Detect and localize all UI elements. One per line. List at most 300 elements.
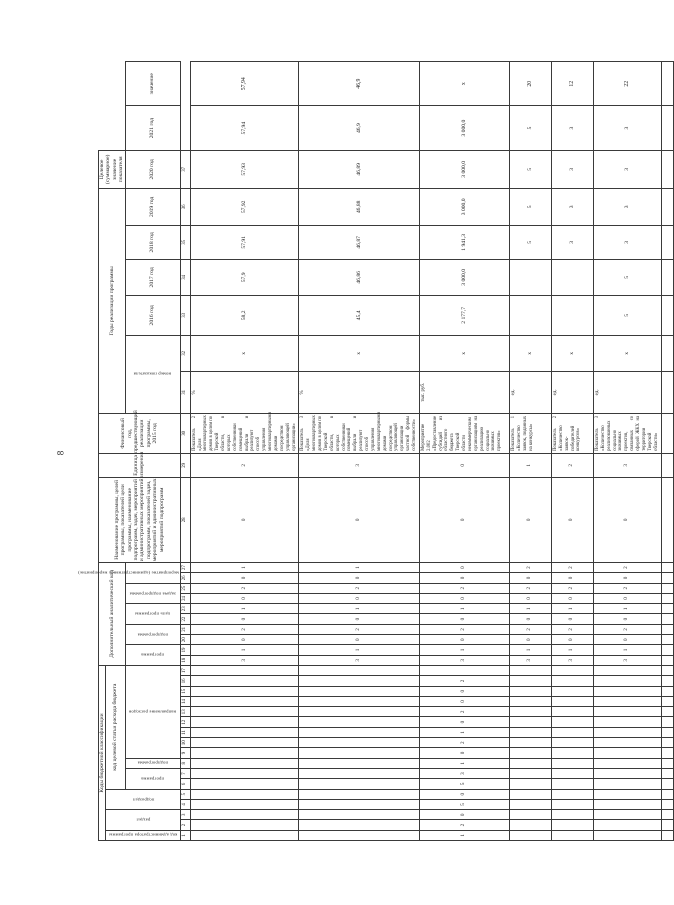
budget-code-digit [593, 748, 661, 758]
column-number-cell: 20 [180, 635, 190, 645]
budget-code-digit [299, 696, 420, 706]
year-value-2018: 3 [593, 225, 661, 259]
additional-code-digit: 0 [551, 593, 593, 603]
unit-cell: ед. [509, 371, 551, 413]
budget-code-digit [661, 707, 673, 717]
additional-code-digit: 0 [299, 635, 420, 645]
additional-code-digit: 0 [509, 477, 551, 562]
admin-code-header: код администратора программы [106, 830, 180, 840]
budget-code-digit [299, 789, 420, 799]
budget-code-digit: 0 [419, 696, 509, 706]
budget-code-digit [551, 779, 593, 789]
year-value-2021: 3 [551, 106, 593, 150]
year-value-2017: 46,86 [299, 259, 420, 295]
additional-code-digit: 1 [419, 645, 509, 655]
budget-code-digit: 3 [419, 768, 509, 778]
column-number-cell: 32 [180, 335, 190, 371]
column-number-cell: 34 [180, 259, 190, 295]
budget-code-digit [190, 779, 299, 789]
extra-goal-header: цель программы [125, 604, 180, 625]
additional-code-digit: 0 [509, 593, 551, 603]
budget-code-digit [190, 727, 299, 737]
budget-code-digit [299, 779, 420, 789]
additional-code-digit: 0 [419, 573, 509, 583]
column-number-cell: 8 [180, 758, 190, 768]
additional-code-digit: 3 [419, 655, 509, 665]
budget-code-digit [190, 799, 299, 809]
budget-code-digit [509, 820, 551, 830]
additional-code-digit: 1 [299, 604, 420, 614]
unit-cell: ед. [551, 371, 593, 413]
year-value-2021: 46,9 [299, 106, 420, 150]
budget-code-digit [299, 707, 420, 717]
unit-cell: ед. [593, 371, 661, 413]
final-value: 20 [509, 62, 551, 106]
additional-code-digit: 0 [299, 573, 420, 583]
additional-code-digit [661, 645, 673, 655]
additional-code-digit: 0 [299, 477, 420, 562]
budget-code-digit [299, 768, 420, 778]
column-number-cell: 22 [180, 614, 190, 624]
budget-code-digit: 1 [419, 758, 509, 768]
budget-code-digit [551, 676, 593, 686]
budget-code-digit [419, 665, 509, 675]
budget-code-digit [551, 810, 593, 820]
budget-code-digit [509, 717, 551, 727]
column-number-cell: 6 [180, 779, 190, 789]
additional-code-digit [661, 573, 673, 583]
budget-code-digit [190, 738, 299, 748]
table-row [661, 62, 673, 841]
additional-code-digit: 2 [509, 562, 551, 572]
year-value-2021: 5 [509, 106, 551, 150]
unit-cell: тыс. руб. [419, 371, 509, 413]
additional-code-digit: 0 [419, 614, 509, 624]
column-number-cell: 35 [180, 225, 190, 259]
budget-code-digit [509, 758, 551, 768]
additional-code-digit: 0 [509, 573, 551, 583]
budget-code-digit [299, 686, 420, 696]
budget-code-digit [509, 727, 551, 737]
extra-indicator-header: номер показателя [125, 335, 180, 413]
year-value-2020: 3 000,0 [419, 150, 509, 188]
year-2018-header: 2018 год [125, 225, 180, 259]
subprogram-code-header: подпрограмма [125, 758, 180, 768]
year-value-2017: 3 000,0 [419, 259, 509, 295]
year-2017-header: 2017 год [125, 259, 180, 295]
year-2020-header: 2020 год [125, 150, 180, 188]
budget-code-digit [190, 707, 299, 717]
column-number-cell: 31 [180, 371, 190, 413]
budget-code-digit: 0 [419, 717, 509, 727]
budget-code-digit [299, 810, 420, 820]
budget-code-digit [593, 707, 661, 717]
budget-code-digit [509, 686, 551, 696]
year-value-2020: 5 [509, 150, 551, 188]
additional-code-digit: 1 [509, 453, 551, 477]
budget-code-digit [509, 830, 551, 840]
budget-code-digit [509, 789, 551, 799]
budget-code-digit [551, 758, 593, 768]
budget-code-digit: 0 [419, 789, 509, 799]
final-value: 57,94 [190, 62, 299, 106]
additional-code-digit [661, 562, 673, 572]
budget-code-digit [593, 810, 661, 820]
direction-header: направление расходов [125, 665, 180, 758]
year-value-2019: 5 [509, 188, 551, 225]
budget-code-digit [551, 820, 593, 830]
additional-code-digit: 0 [190, 573, 299, 583]
budget-code-digit [190, 717, 299, 727]
budget-code-digit [551, 799, 593, 809]
budget-code-digit: 0 [419, 686, 509, 696]
additional-code-digit [661, 624, 673, 634]
additional-code-digit: 3 [551, 655, 593, 665]
budget-code-digit: 5 [419, 779, 509, 789]
year-value-2016 [509, 295, 551, 335]
additional-code-digit: 0 [190, 593, 299, 603]
budget-code-digit [190, 665, 299, 675]
budget-code-digit [299, 758, 420, 768]
column-number-cell: 30 [180, 413, 190, 453]
target-article-header: код целевой статьи расхода бюджета [106, 665, 125, 789]
additional-code-digit: 1 [190, 645, 299, 655]
fiscal-year-value: х [299, 335, 420, 371]
additional-code-digit: 0 [419, 453, 509, 477]
column-number-cell: 26 [180, 573, 190, 583]
budget-code-digit: 2 [419, 676, 509, 686]
year-value-2017: 57,9 [190, 259, 299, 295]
additional-code-digit [661, 635, 673, 645]
budget-code-digit [190, 810, 299, 820]
indicator-description: Показатель 3 «Количество реализованных социально значимых проектов, связанных со сферой ЖКХ на территории Тверской области» [593, 413, 661, 453]
budget-code-digit [299, 676, 420, 686]
year-2019-header: 2019 год [125, 188, 180, 225]
year-value-2020: 57,93 [190, 150, 299, 188]
additional-code-digit: 0 [419, 477, 509, 562]
additional-code-digit: 0 [419, 593, 509, 603]
additional-code-digit: 2 [593, 624, 661, 634]
additional-code-digit: 3 [509, 655, 551, 665]
column-number-cell: 1 [180, 830, 190, 840]
budget-code-digit: 0 [419, 810, 509, 820]
column-number-cell: 15 [180, 686, 190, 696]
budget-code-digit [593, 758, 661, 768]
year-value-2020: 3 [593, 150, 661, 188]
year-value-2018 [661, 225, 673, 259]
budget-code-digit [551, 738, 593, 748]
year-value-2020: 3 [551, 150, 593, 188]
additional-code-digit [661, 477, 673, 562]
indicator-description: Показатель 3 «Доля многоквартирных домов в целом по Тверской области, в которых собственники помещений выбрали и реализуют способ управления многоквартирными домами посредством управляющей организации частной формы собственности» [299, 413, 420, 453]
budget-code-digit [593, 830, 661, 840]
budget-code-digit [509, 738, 551, 748]
additional-code-header: Дополнительный аналитический код [99, 562, 126, 665]
column-number-cell: 21 [180, 624, 190, 634]
additional-code-digit [661, 655, 673, 665]
fiscal-year-value [661, 335, 673, 371]
budget-code-digit [509, 665, 551, 675]
column-number-cell: 36 [180, 188, 190, 225]
column-number-cell: 4 [180, 799, 190, 809]
additional-code-digit: 1 [299, 645, 420, 655]
column-number-cell: 10 [180, 738, 190, 748]
additional-code-digit: 0 [593, 573, 661, 583]
additional-code-digit: 1 [299, 562, 420, 572]
budget-code-digit: 5 [419, 799, 509, 809]
budget-code-digit [190, 748, 299, 758]
budget-code-digit [551, 830, 593, 840]
budget-code-digit [661, 696, 673, 706]
column-number-cell: 9 [180, 748, 190, 758]
years-group-header: Годы реализации программы [99, 188, 126, 413]
additional-code-digit: 3 [299, 655, 420, 665]
budget-code-digit [661, 748, 673, 758]
budget-code-digit: 0 [419, 748, 509, 758]
budget-code-digit [190, 686, 299, 696]
budget-code-digit [190, 789, 299, 799]
fiscal-year-value: х [419, 335, 509, 371]
column-number-cell: 27 [180, 562, 190, 572]
additional-code-digit [661, 614, 673, 624]
additional-code-digit [661, 593, 673, 603]
column-number-cell: 12 [180, 717, 190, 727]
additional-code-digit: 1 [551, 645, 593, 655]
extra-task-header: задача подпрограммы [125, 583, 180, 604]
unit-cell [661, 371, 673, 413]
year-value-2018: 1 941,3 [419, 225, 509, 259]
year-value-2020 [661, 150, 673, 188]
extra-subprogram-header: подпрограмма [125, 624, 180, 645]
budget-code-digit [551, 789, 593, 799]
budget-code-digit [661, 768, 673, 778]
additional-code-digit: 2 [299, 583, 420, 593]
budget-code-digit [661, 758, 673, 768]
budget-code-digit [551, 727, 593, 737]
budget-code-digit [593, 665, 661, 675]
final-value-header: значение [125, 62, 180, 106]
additional-code-digit: 0 [299, 614, 420, 624]
column-number-cell: 2 [180, 820, 190, 830]
additional-code-digit: 0 [593, 593, 661, 603]
year-value-2018: 5 [509, 225, 551, 259]
additional-code-digit: 0 [551, 635, 593, 645]
budget-code-digit [661, 810, 673, 820]
additional-code-digit: 0 [299, 593, 420, 603]
budget-code-digit [593, 717, 661, 727]
budget-code-digit [551, 665, 593, 675]
budget-code-digit [299, 799, 420, 809]
budget-code-digit [190, 768, 299, 778]
additional-code-digit: 0 [190, 477, 299, 562]
budget-code-digit [299, 820, 420, 830]
budget-code-digit [593, 696, 661, 706]
additional-code-digit: 2 [419, 583, 509, 593]
budget-code-digit [593, 820, 661, 830]
year-value-2019: 57,92 [190, 188, 299, 225]
year-value-2016 [661, 295, 673, 335]
budget-code-digit [593, 779, 661, 789]
indicator-description: Показатель 1 «Количество заявок, поданных на конкурсы» [509, 413, 551, 453]
additional-code-digit: 0 [190, 635, 299, 645]
additional-code-digit: 1 [593, 645, 661, 655]
budget-code-digit [661, 799, 673, 809]
budget-code-digit [509, 696, 551, 706]
budget-code-digit [593, 686, 661, 696]
final-value: 12 [551, 62, 593, 106]
fiscal-year-header: Финансовый год, предшествующий реализации программы, 2015 год [99, 413, 181, 453]
column-number-cell: 29 [180, 453, 190, 477]
column-number-cell: 24 [180, 593, 190, 603]
column-number-cell: 37 [180, 150, 190, 188]
year-value-2017: 5 [593, 259, 661, 295]
year-value-2019: 46,88 [299, 188, 420, 225]
additional-code-digit: 2 [419, 624, 509, 634]
table-row [190, 62, 299, 841]
column-number-cell: 14 [180, 696, 190, 706]
additional-code-digit: 0 [509, 635, 551, 645]
additional-code-digit: 1 [190, 604, 299, 614]
budget-codes-header: Коды бюджетной классификации [99, 665, 106, 840]
fiscal-year-value: х [509, 335, 551, 371]
year-value-2016: 45,4 [299, 295, 420, 335]
year-value-2016: 2 177,7 [419, 295, 509, 335]
year-value-2018: 57,91 [190, 225, 299, 259]
budget-code-digit: 2 [419, 707, 509, 717]
budget-code-digit [190, 676, 299, 686]
additional-code-digit [661, 604, 673, 614]
column-number-cell: 18 [180, 655, 190, 665]
additional-code-digit: 2 [551, 624, 593, 634]
additional-code-digit: 2 [593, 562, 661, 572]
budget-code-digit [551, 748, 593, 758]
budget-code-digit [299, 727, 420, 737]
additional-code-digit: 0 [419, 635, 509, 645]
budget-code-digit [299, 738, 420, 748]
name-header: Наименование программы, целей программы, показателей цели программы, наименование подпрограмм, задач, мероприятий и административных мероприятий подпрограмм, показателей задач, мероприятий и административных мероприятий подпрограмм [99, 477, 181, 562]
additional-code-digit: 2 [551, 562, 593, 572]
table-row [551, 62, 593, 841]
budget-code-digit [661, 686, 673, 696]
budget-code-digit: 1 [419, 830, 509, 840]
table-row [419, 62, 509, 841]
year-value-2017 [509, 259, 551, 295]
additional-code-digit: 3 [593, 453, 661, 477]
column-number-cell: 13 [180, 707, 190, 717]
additional-code-digit: 0 [190, 614, 299, 624]
budget-code-digit [593, 799, 661, 809]
additional-code-digit: 0 [551, 477, 593, 562]
additional-code-digit: 1 [509, 645, 551, 655]
additional-code-digit: 0 [593, 635, 661, 645]
unit-cell: % [190, 371, 299, 413]
fiscal-year-value: х [593, 335, 661, 371]
additional-code-digit: 0 [419, 562, 509, 572]
extra-event-header: мероприятие (административное мероприятие) [125, 562, 180, 583]
year-value-2019: 3 [593, 188, 661, 225]
budget-code-digit [661, 717, 673, 727]
year-2016-header: 2016 год [125, 295, 180, 335]
additional-code-digit: 1 [419, 604, 509, 614]
budget-code-digit [190, 830, 299, 840]
final-value-group-header: Целевое (суммарное) значение показателя [99, 150, 126, 188]
budget-code-digit [551, 707, 593, 717]
indicator-description: Мероприятие 2.002 «Предоставление субсидий из областного бюджета Тверской области некоммерческим организациям на реализацию социально значимых проектов» [419, 413, 509, 453]
final-value [661, 62, 673, 106]
budget-code-digit [593, 768, 661, 778]
final-value: х [419, 62, 509, 106]
table-row [299, 62, 420, 841]
program-indicators-table [78, 61, 674, 841]
budget-code-digit [299, 748, 420, 758]
fiscal-year-value: х [190, 335, 299, 371]
budget-code-digit: 1 [419, 727, 509, 737]
additional-code-digit: 2 [593, 583, 661, 593]
additional-code-digit: 2 [551, 583, 593, 593]
additional-code-digit: 1 [551, 604, 593, 614]
budget-code-digit [661, 665, 673, 675]
additional-code-digit: 0 [551, 614, 593, 624]
additional-code-digit: 2 [509, 624, 551, 634]
indicator-description [661, 413, 673, 453]
year-value-2021 [661, 106, 673, 150]
program-code-header: программа [125, 768, 180, 789]
budget-code-digit [509, 768, 551, 778]
budget-code-digit [661, 738, 673, 748]
budget-code-digit [661, 676, 673, 686]
budget-code-digit [509, 707, 551, 717]
additional-code-digit: 2 [190, 624, 299, 634]
column-number-cell: 23 [180, 604, 190, 614]
unit-cell: % [299, 371, 420, 413]
program-table-sheet [78, 61, 659, 841]
year-value-2017 [661, 259, 673, 295]
additional-code-digit: 0 [551, 573, 593, 583]
year-value-2016: 58,2 [190, 295, 299, 335]
section-header: раздел [106, 810, 180, 831]
budget-code-digit [661, 779, 673, 789]
extra-program-header: программа [125, 645, 180, 666]
column-number-cell: 25 [180, 583, 190, 593]
column-number-cell: 16 [180, 676, 190, 686]
budget-code-digit [593, 727, 661, 737]
budget-code-digit [190, 820, 299, 830]
year-value-2021: 3 [593, 106, 661, 150]
year-value-2019: 3 [551, 188, 593, 225]
budget-code-digit [299, 717, 420, 727]
budget-code-digit [509, 810, 551, 820]
year-value-2019: 3 000,0 [419, 188, 509, 225]
additional-code-digit: 1 [593, 604, 661, 614]
table-row [509, 62, 551, 841]
additional-code-digit [661, 453, 673, 477]
budget-code-digit [190, 696, 299, 706]
budget-code-digit [509, 779, 551, 789]
year-value-2016 [551, 295, 593, 335]
table-row [593, 62, 661, 841]
year-value-2021: 3 000,0 [419, 106, 509, 150]
page-number: 8 [55, 450, 66, 456]
additional-code-digit: 0 [593, 477, 661, 562]
budget-code-digit [661, 789, 673, 799]
budget-code-digit [661, 727, 673, 737]
final-value: 22 [593, 62, 661, 106]
additional-code-digit: 2 [509, 583, 551, 593]
budget-code-digit [551, 717, 593, 727]
indicator-description: Показатель 2 «Количество заявок-победителей конкурсов» [551, 413, 593, 453]
additional-code-digit: 2 [190, 583, 299, 593]
year-value-2018: 46,87 [299, 225, 420, 259]
